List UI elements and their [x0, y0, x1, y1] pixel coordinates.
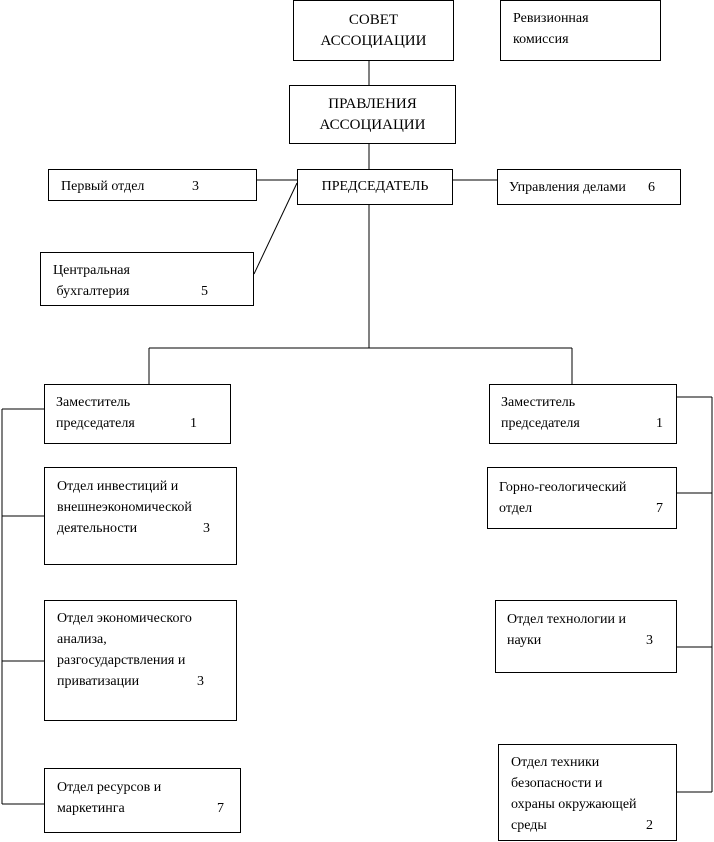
board-line-1: ПРАВЛЕНИЯ [328, 95, 417, 112]
council-line-1: СОВЕТ [348, 11, 399, 28]
council-box [293, 0, 454, 61]
right-dept1-line-1: Горно-геологический [499, 480, 627, 495]
left-dept1-count: 3 [203, 521, 210, 536]
first-dept-count: 3 [192, 179, 199, 194]
affairs-count: 6 [648, 180, 655, 195]
right-dept3-line-3: охраны окружающей [511, 797, 637, 812]
right-dept3-line-4: среды [511, 818, 547, 833]
left-dept2-count: 3 [197, 674, 204, 689]
accounting-line-2: бухгалтерия [53, 284, 130, 299]
right-dept-geology-box [487, 467, 677, 529]
left-deputy-box [44, 384, 231, 444]
first-dept-box [48, 169, 257, 201]
right-deputy-count: 1 [656, 416, 663, 431]
accounting-line-1: Центральная [53, 263, 130, 278]
audit-line-2: комиссия [513, 32, 569, 47]
left-dept3-count: 7 [217, 801, 224, 816]
right-deputy-line-2: председателя [501, 416, 580, 431]
right-dept2-count: 3 [646, 633, 653, 648]
left-dept3-line-2: маркетинга [57, 801, 125, 816]
right-dept1-line-2: отдел [499, 501, 533, 516]
accounting-count: 5 [201, 284, 208, 299]
board-box [289, 85, 456, 144]
right-dept2-line-1: Отдел технологии и [507, 612, 627, 627]
affairs-label: Управления делами [509, 180, 626, 195]
accounting-box [40, 252, 254, 306]
right-deputy-box [489, 384, 677, 444]
left-dept2-line-1: Отдел экономического [57, 611, 192, 626]
left-dept2-line-3: разгосударствления и [57, 653, 186, 668]
left-dept2-line-4: приватизации [57, 674, 140, 689]
right-dept-safety-box [498, 744, 677, 841]
left-dept-resources-box [44, 768, 241, 833]
right-dept3-line-1: Отдел техники [511, 755, 600, 770]
chairman-box [297, 169, 453, 205]
board-line-2: АССОЦИАЦИИ [319, 116, 426, 133]
left-deputy-line-2: председателя [56, 416, 135, 431]
left-deputy-line-1: Заместитель [56, 395, 131, 410]
right-dept3-line-2: безопасности и [511, 776, 603, 791]
left-dept1-line-3: деятельности [57, 521, 138, 536]
audit-line-1: Ревизионная [513, 11, 589, 26]
right-dept-technology-box [495, 600, 677, 673]
left-dept1-line-1: Отдел инвестиций и [57, 479, 179, 494]
left-deputy-count: 1 [190, 416, 197, 431]
left-dept-economic-box [44, 600, 237, 721]
right-dept2-line-2: науки [507, 633, 542, 648]
affairs-box [497, 169, 681, 205]
council-line-2: АССОЦИАЦИИ [320, 32, 427, 49]
right-dept1-count: 7 [656, 501, 663, 516]
left-dept3-line-1: Отдел ресурсов и [57, 780, 162, 795]
line-chairman-accounting [254, 183, 297, 274]
left-dept2-line-2: анализа, [57, 632, 107, 647]
first-dept-label: Первый отдел [61, 179, 145, 194]
chairman-label: ПРЕДСЕДАТЕЛЬ [321, 179, 429, 194]
left-dept-investment-box [44, 467, 237, 565]
audit-commission-box [500, 0, 661, 61]
right-deputy-line-1: Заместитель [501, 395, 576, 410]
right-dept3-count: 2 [646, 818, 653, 833]
left-dept1-line-2: внешнеэкономической [57, 500, 192, 515]
